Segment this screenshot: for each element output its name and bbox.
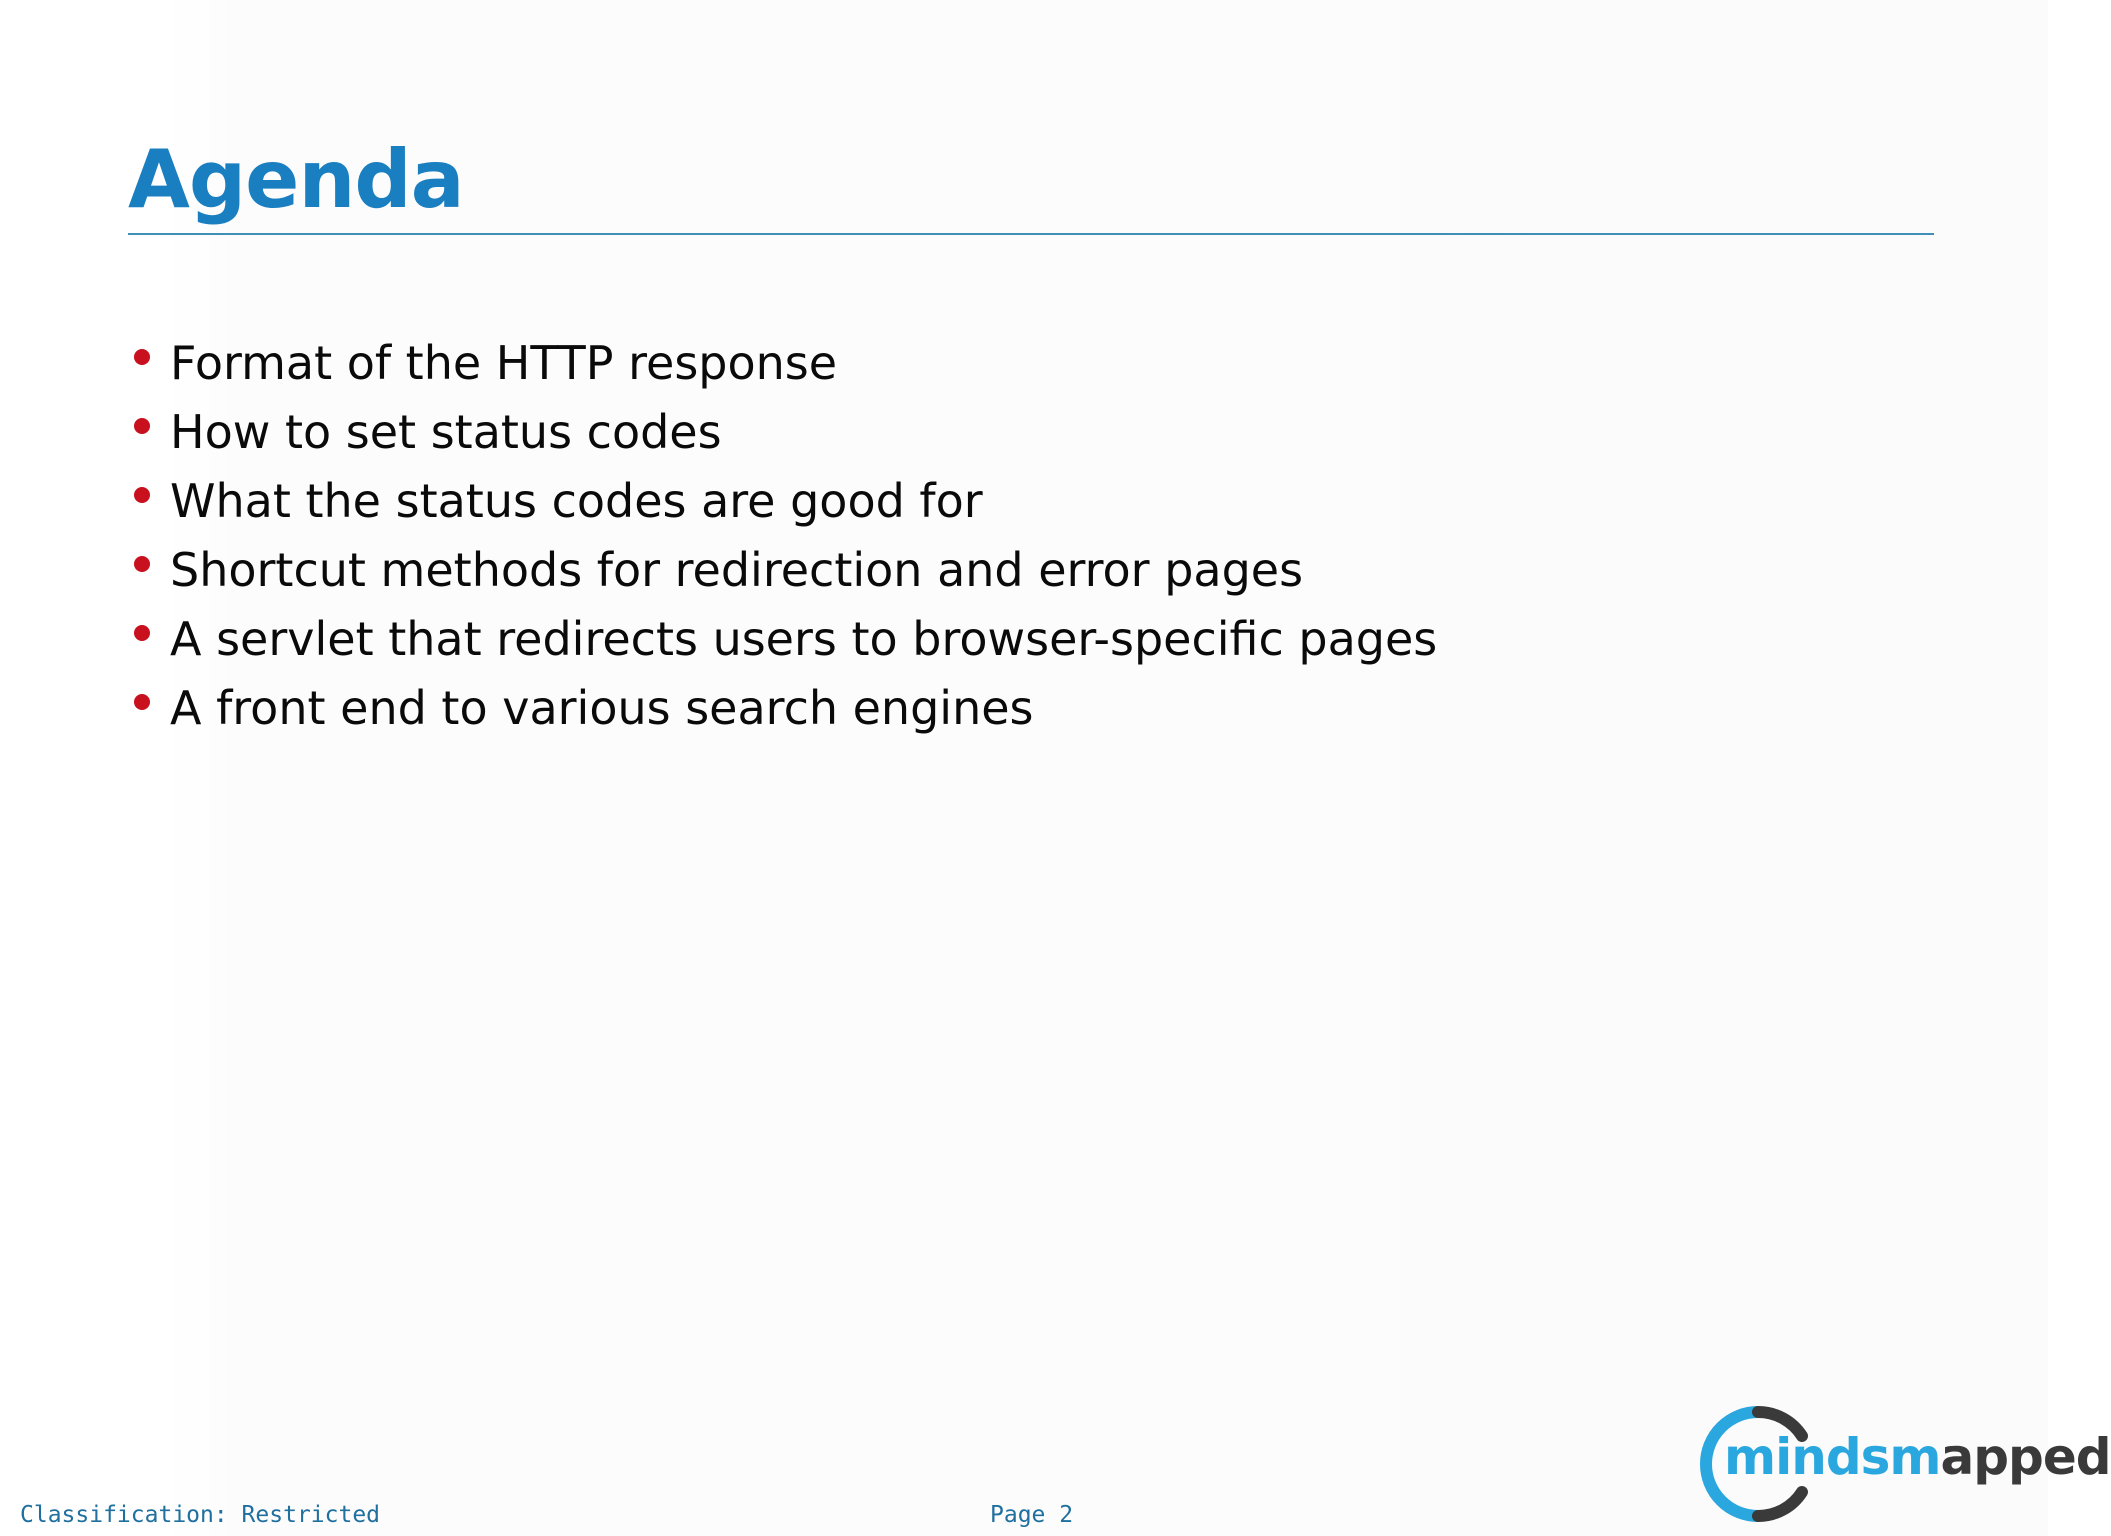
list-item — [130, 466, 1437, 535]
list-item-text: Shortcut methods for redirection and error pages — [170, 542, 1304, 597]
mindsmapped-logo — [1696, 1402, 2111, 1522]
list-item — [130, 397, 1437, 466]
agenda-list — [130, 328, 1437, 742]
bullet-icon — [134, 625, 150, 641]
list-item — [130, 535, 1437, 604]
classification-label: Classification: Restricted — [20, 1502, 381, 1528]
list-item-text: A servlet that redirects users to browser-specific pages — [170, 611, 1438, 666]
list-item — [130, 673, 1437, 742]
bullet-icon — [134, 487, 150, 503]
list-item — [130, 328, 1437, 397]
page-number: Page 2 — [990, 1502, 1074, 1528]
list-item-text: A front end to various search engines — [170, 680, 1034, 735]
list-item-text: How to set status codes — [170, 404, 722, 459]
title-divider — [128, 233, 1934, 235]
bullet-icon — [134, 418, 150, 434]
list-item-text: What the status codes are good for — [170, 473, 983, 528]
list-item-text: Format of the HTTP response — [170, 335, 838, 390]
bullet-icon — [134, 694, 150, 710]
slide-title: Agenda — [128, 133, 464, 226]
bullet-icon — [134, 349, 150, 365]
list-item — [130, 604, 1437, 673]
bullet-icon — [134, 556, 150, 572]
logo-wordmark: mindsmapped — [1724, 1428, 2111, 1486]
